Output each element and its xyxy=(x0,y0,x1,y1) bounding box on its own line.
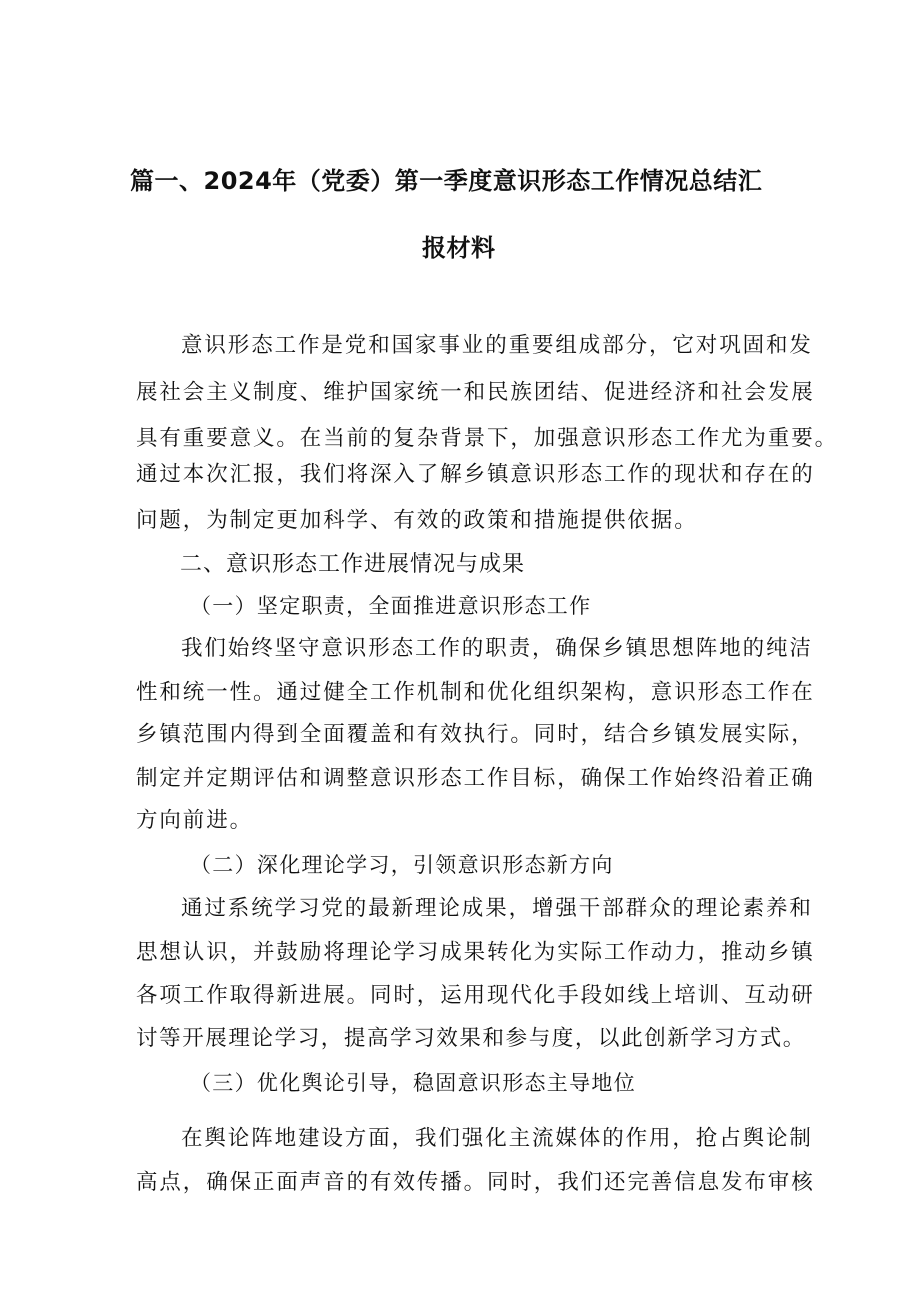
intro-line: 意识形态工作是党和国家事业的重要组成部分，它对巩固和发 xyxy=(181,333,813,358)
section-heading: 二、意识形态工作进展情况与成果 xyxy=(180,552,526,577)
paragraph-line: 制定并定期评估和调整意识形态工作目标，确保工作始终沿着正确 xyxy=(136,766,815,791)
intro-line: 展社会主义制度、维护国家统一和民族团结、促进经济和社会发展 xyxy=(136,380,815,405)
subsection-heading: （三）优化舆论引导，稳固意识形态主导地位 xyxy=(190,1071,636,1095)
paragraph-line: 高点，确保正面声音的有效传播。同时，我们还完善信息发布审核 xyxy=(136,1170,815,1195)
paragraph-line: 讨等开展理论学习，提高学习效果和参与度，以此创新学习方式。 xyxy=(136,1026,806,1051)
paragraph-line: 方向前进。 xyxy=(136,808,254,833)
document-title-line-2: 报材料 xyxy=(422,234,496,262)
intro-line: 具有重要意义。在当前的复杂背景下，加强意识形态工作尤为重要。 xyxy=(136,426,839,451)
subsection-heading: （一）坚定职责，全面推进意识形态工作 xyxy=(190,594,592,618)
paragraph-line: 思想认识，并鼓励将理论学习成果转化为实际工作动力，推动乡镇 xyxy=(136,940,815,965)
paragraph-line: 各项工作取得新进展。同时，运用现代化手段如线上培训、互动研 xyxy=(136,983,815,1008)
paragraph-line: 乡镇范围内得到全面覆盖和有效执行。同时，结合乡镇发展实际， xyxy=(136,722,815,747)
paragraph-line: 性和统一性。通过健全工作机制和优化组织架构，意识形态工作在 xyxy=(136,680,815,705)
paragraph-line: 在舆论阵地建设方面，我们强化主流媒体的作用，抢占舆论制 xyxy=(181,1126,813,1151)
intro-line: 问题，为制定更加科学、有效的政策和措施提供依据。 xyxy=(136,508,698,533)
paragraph-line: 通过系统学习党的最新理论成果，增强干部群众的理论素养和 xyxy=(181,896,813,921)
intro-line: 通过本次汇报，我们将深入了解乡镇意识形态工作的现状和存在的 xyxy=(136,462,815,487)
document-title-line-1: 篇一、2024年（党委）第一季度意识形态工作情况总结汇 xyxy=(130,167,763,195)
paragraph-line: 我们始终坚守意识形态工作的职责，确保乡镇思想阵地的纯洁 xyxy=(181,636,813,661)
subsection-heading: （二）深化理论学习，引领意识形态新方向 xyxy=(190,853,614,877)
